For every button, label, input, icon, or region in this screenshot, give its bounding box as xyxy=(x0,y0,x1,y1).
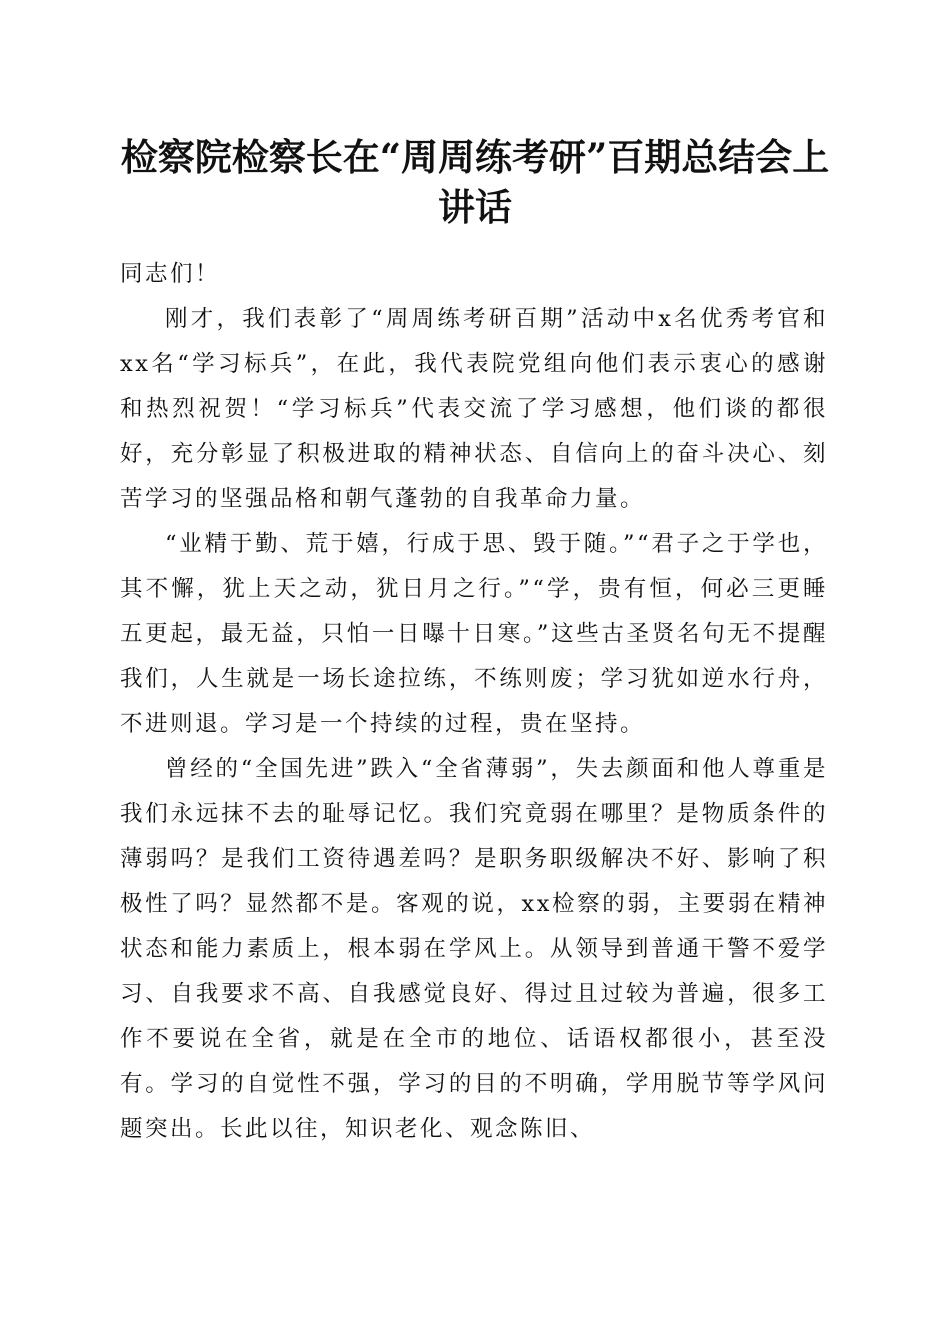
document-title xyxy=(100,132,850,232)
title-line-2: 讲话 xyxy=(438,185,512,229)
paragraph-2: “业精于勤、荒于嬉，行成于思、毁于随。”“君子之于学也，其不懈，犹上天之动，犹日月之行。”“学，贵有恒，何必三更睡五更起，最无益，只怕一日曝十日寒。”这些古圣贤名句无不提醒我们，人生就是一场长途拉练，不练则废；学习犹如逆水行舟，不进则退。学习是一个持续的过程，贵在坚持。 xyxy=(120,531,828,737)
paragraph-1: 刚才，我们表彰了“周周练考研百期”活动中x名优秀考官和xx名“学习标兵”，在此，我代表院党组向他们表示衷心的感谢和热烈祝贺！“学习标兵”代表交流了学习感想，他们谈的都很好，充分彰显了积极进取的精神状态、自信向上的奋斗决心、刻苦学习的坚强品格和朝气蓬勃的自我革命力量。 xyxy=(120,306,828,512)
document-body xyxy=(120,252,828,1152)
paragraph-3: 曾经的“全国先进”跌入“全省薄弱”，失去颜面和他人尊重是我们永远抹不去的耻辱记忆。我们究竟弱在哪里？是物质条件的薄弱吗？是我们工资待遇差吗？是职务职级解决不好、影响了积极性了吗？显然都不是。客观的说，xx检察的弱，主要弱在精神状态和能力素质上，根本弱在学风上。从领导到普通干警不爱学习、自我要求不高、自我感觉良好、得过且过较为普遍，很多工作不要说在全省，就是在全市的地位、话语权都很小，甚至没有。学习的自觉性不强，学习的目的不明确，学用脱节等学风问题突出。长此以往，知识老化、观念陈旧、 xyxy=(120,756,828,1142)
title-line-1: 检察院检察长在“周周练考研”百期总结会上 xyxy=(120,135,830,179)
salutation: 同志们！ xyxy=(120,261,221,287)
